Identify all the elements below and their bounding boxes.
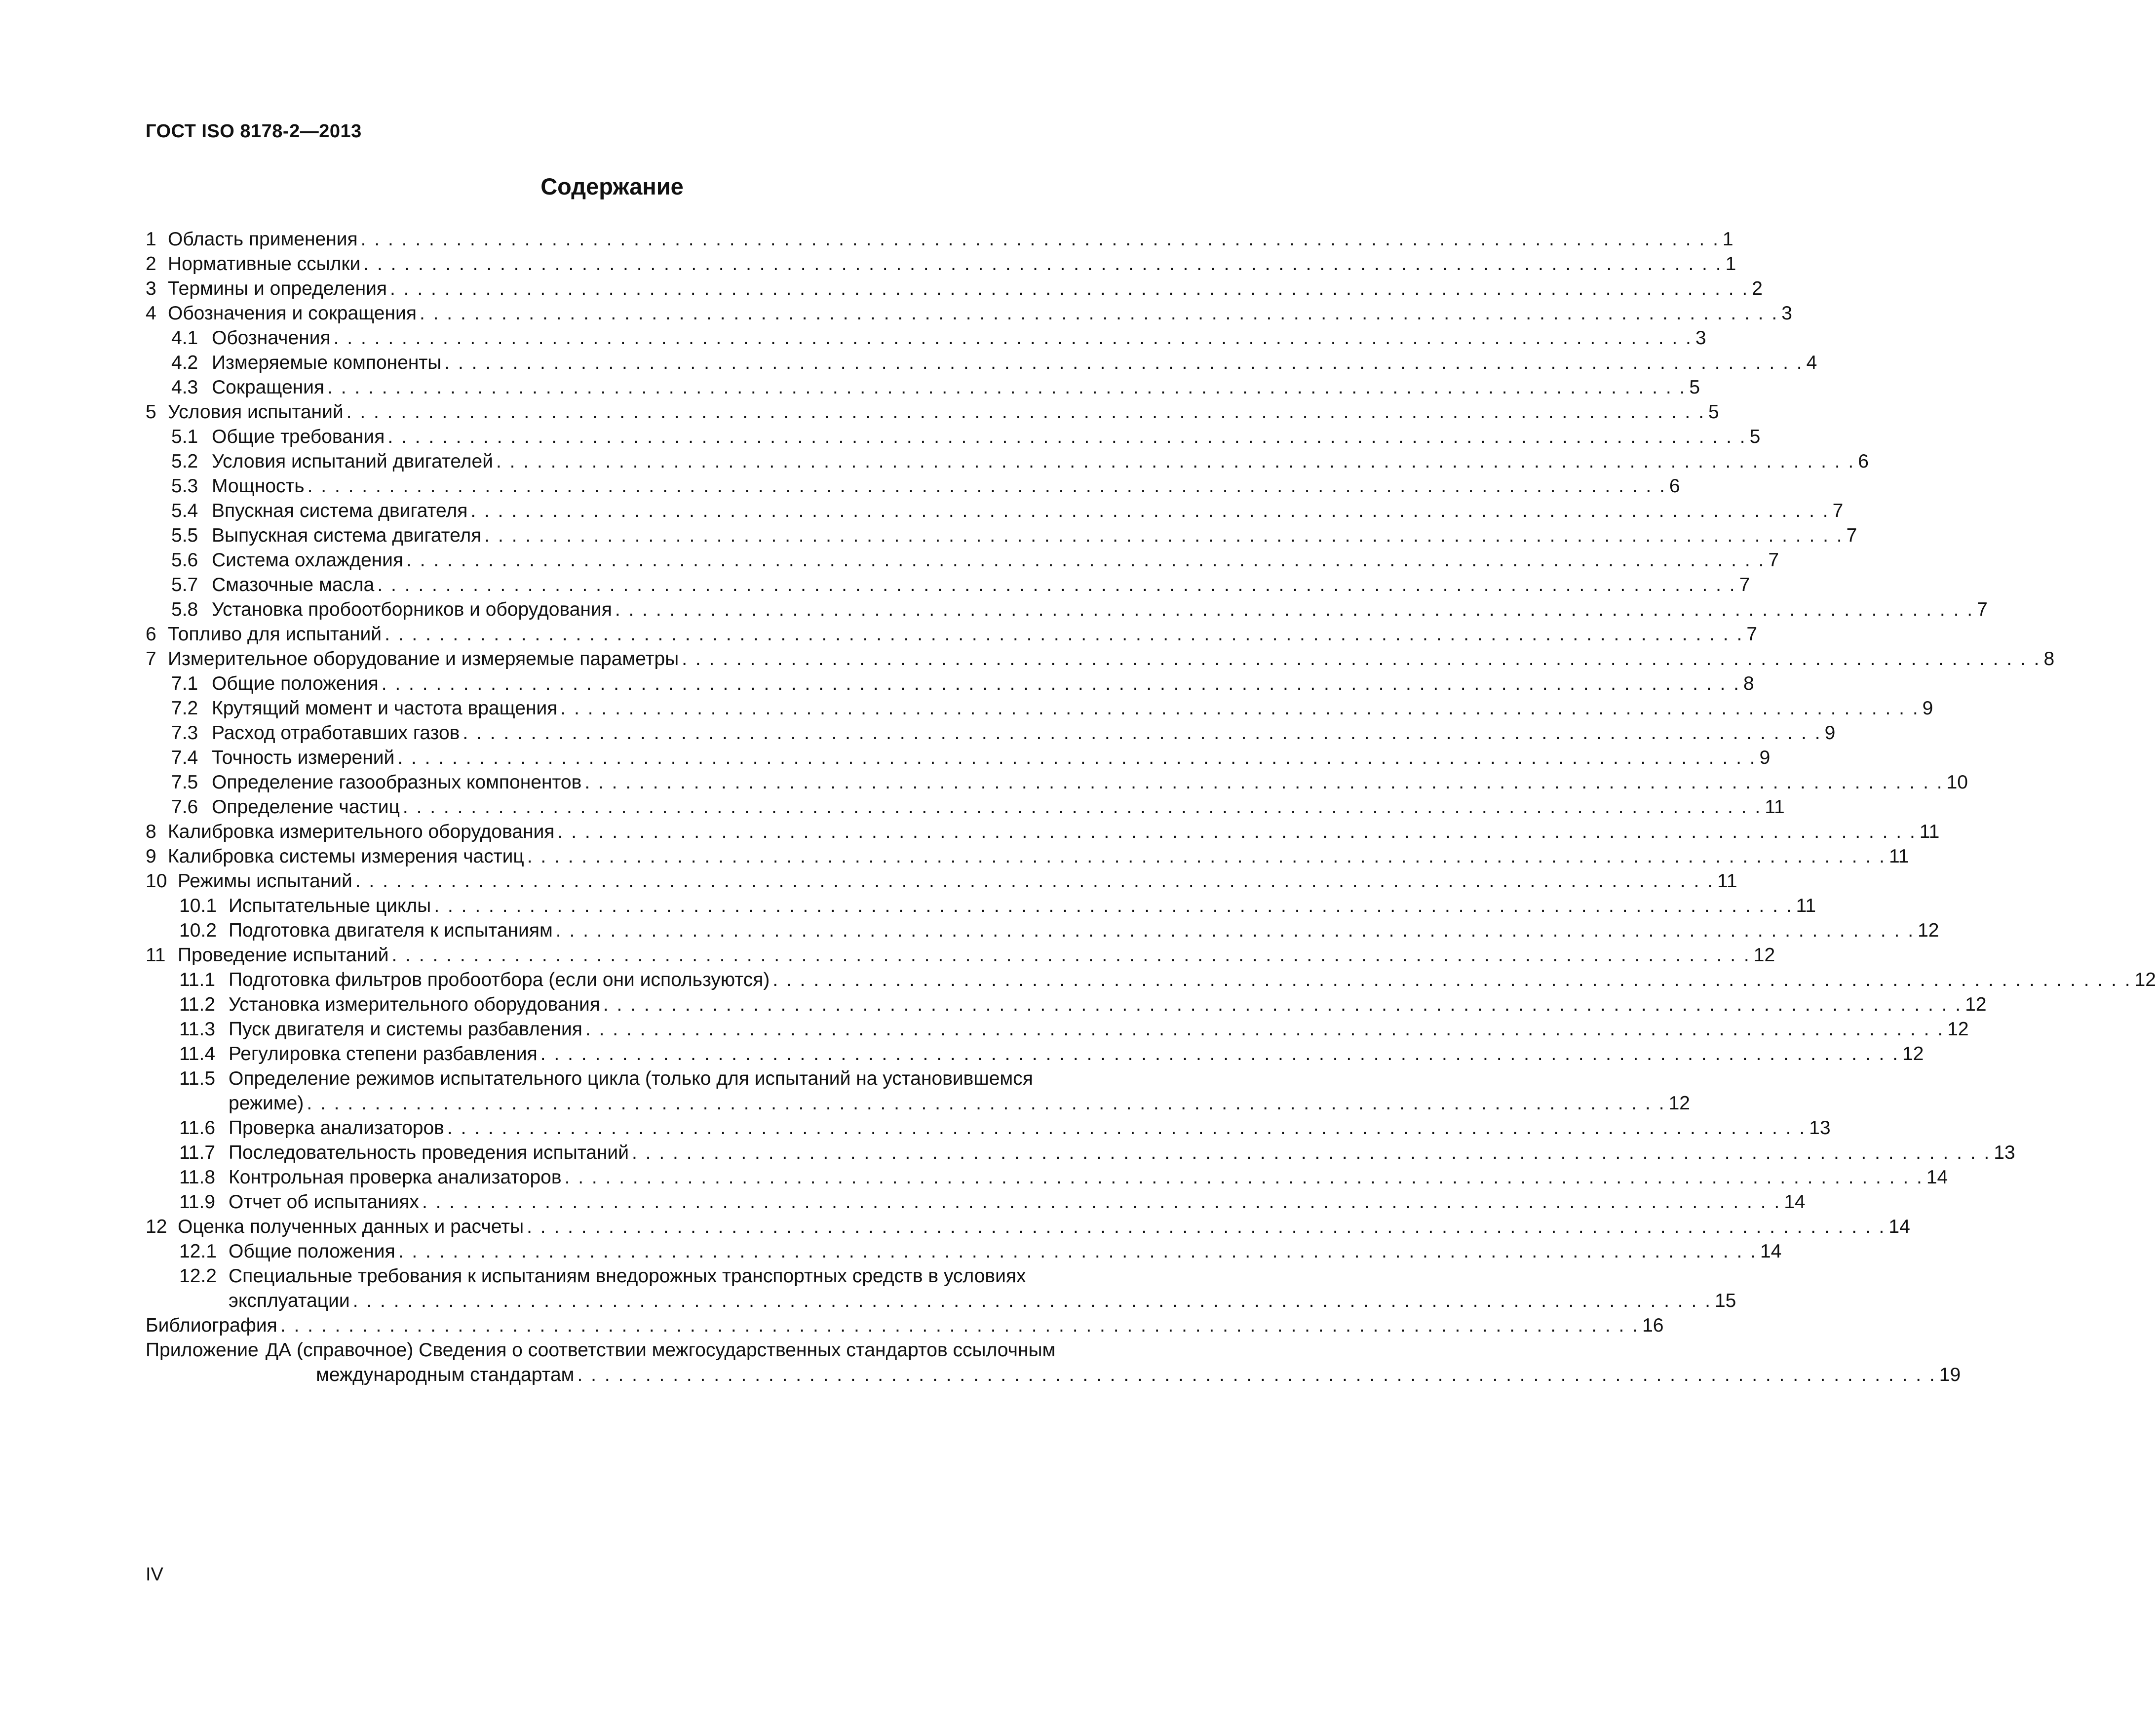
toc-entry[interactable] — [146, 820, 1940, 844]
toc-entry-title: Библиография — [146, 1315, 277, 1336]
toc-entry-page: 8 — [2043, 648, 2055, 669]
toc-entry-page: 12 — [1965, 994, 1987, 1015]
toc-entry-page: 12 — [1753, 945, 1775, 966]
toc-title: Содержание — [540, 173, 684, 199]
dot-leader — [527, 844, 1886, 869]
toc-entry-title: Общие положения — [212, 673, 379, 694]
toc-entry-page: 12 — [1902, 1043, 1924, 1064]
toc-entry-number: 1 — [146, 229, 156, 250]
dot-leader — [434, 894, 1793, 918]
toc-entry-title: Термины и определения — [168, 278, 387, 299]
toc-entry-appendix[interactable] — [146, 1338, 1133, 1363]
toc-entry-title: Выпускная система двигателя — [212, 525, 482, 546]
dot-leader — [470, 499, 1829, 523]
toc-entry-page: 14 — [1784, 1191, 1806, 1213]
dot-leader — [540, 1042, 1899, 1066]
toc-entry-number: 11.7 — [179, 1142, 216, 1163]
toc-entry-page: 5 — [1749, 426, 1761, 447]
toc-entry-page: 2 — [1752, 278, 1763, 299]
toc-entry-number: 5.6 — [171, 550, 198, 571]
toc-entry-page: 14 — [1760, 1241, 1782, 1262]
toc-subentry[interactable] — [146, 894, 1816, 918]
toc-entry-title: Условия испытаний двигателей — [212, 451, 494, 472]
toc-entry-number: 11.8 — [179, 1167, 216, 1188]
toc-entry-number: 4.3 — [171, 377, 198, 398]
dot-leader — [527, 1215, 1886, 1239]
toc-subentry[interactable] — [146, 1190, 1806, 1215]
toc-entry-page: 7 — [1739, 574, 1750, 595]
toc-entry-page: 13 — [1994, 1142, 2015, 1163]
dot-leader — [403, 795, 1762, 820]
toc-entry-title: Обозначения и сокращения — [168, 303, 417, 324]
dot-leader — [363, 252, 1722, 276]
toc-entry-page: 13 — [1809, 1117, 1831, 1139]
toc-entry[interactable] — [146, 622, 1758, 647]
dot-leader — [496, 449, 1855, 474]
toc-entry-title-continuation: международным стандартам — [316, 1364, 575, 1385]
toc-entry[interactable] — [146, 252, 1736, 276]
toc-entry-number: 7.1 — [171, 673, 198, 694]
toc-entry-number: 11.9 — [179, 1191, 216, 1213]
toc-entry-number: 2 — [146, 253, 156, 275]
toc-entry-title-continuation: эксплуатации — [229, 1290, 350, 1311]
dot-leader — [578, 1363, 1936, 1387]
toc-entry-title: Калибровка системы измерения частиц — [168, 846, 524, 867]
toc-entry-title: Точность измерений — [212, 747, 395, 768]
dot-leader — [682, 647, 2040, 671]
toc-entry-number: 5 — [146, 401, 156, 423]
toc-entry-page: 1 — [1722, 229, 1733, 250]
dot-leader — [385, 622, 1743, 647]
toc-entry-page: 12 — [1668, 1093, 1690, 1114]
toc-entry-title: Крутящий момент и частота вращения — [212, 698, 558, 719]
toc-subentry[interactable] — [146, 1165, 1948, 1190]
toc-entry-title: Определение газообразных компонентов — [212, 772, 582, 793]
toc-entry-number: 10 — [146, 870, 167, 892]
toc-entry-number: 7.3 — [171, 722, 198, 744]
toc-entry-number: 5.7 — [171, 574, 198, 595]
dot-leader — [585, 1017, 1944, 1042]
toc-entry-number: Приложение — [146, 1339, 259, 1361]
toc-entry-page: 14 — [1888, 1216, 1910, 1237]
toc-entry-number: 7.5 — [171, 772, 198, 793]
toc-entry-page: 9 — [1824, 722, 1836, 744]
toc-entry-number: 11.6 — [179, 1117, 216, 1139]
toc-entry-number: 12.2 — [179, 1265, 217, 1287]
toc-entry-title: Специальные требования к испытаниям внедорожных транспортных средств в условиях — [229, 1265, 1026, 1287]
toc-subentry[interactable] — [146, 597, 1988, 622]
toc-entry[interactable] — [146, 844, 1909, 869]
toc-entry-page: 11 — [1889, 846, 1909, 867]
toc-entry-title: Общие требования — [212, 426, 385, 447]
toc-entry-page: 5 — [1689, 377, 1700, 398]
toc-entry-number: 12 — [146, 1216, 167, 1237]
toc-subentry[interactable] — [146, 548, 1779, 573]
toc-entry-title: Регулировка степени разбавления — [229, 1043, 538, 1064]
toc-entry[interactable] — [146, 276, 1763, 301]
toc-entry-number: 5.4 — [171, 500, 198, 521]
dot-leader — [772, 968, 2131, 992]
toc-entry-page: 11 — [1796, 895, 1816, 916]
toc-subentry[interactable] — [146, 375, 1700, 400]
toc-entry-number: 5.3 — [171, 475, 198, 497]
dot-leader — [603, 992, 1962, 1017]
toc-entry-page: 12 — [2134, 969, 2156, 990]
toc-subentry[interactable] — [146, 795, 1785, 820]
toc-entry-title: Последовательность проведения испытаний — [229, 1142, 629, 1163]
toc-subentry[interactable] — [146, 770, 1968, 795]
toc-entry-title: Измерительное оборудование и измеряемые параметры — [168, 648, 679, 669]
toc-entry-number: 11.1 — [179, 969, 216, 990]
toc-subentry-continuation[interactable] — [146, 1091, 1690, 1116]
toc-entry-title: Определение частиц — [212, 796, 400, 818]
toc-entry-page: 3 — [1695, 327, 1706, 349]
toc-subentry[interactable] — [146, 1116, 1831, 1141]
page-number: IV — [146, 1564, 163, 1585]
toc-entry-number: 10.1 — [179, 895, 217, 916]
toc-entry-page: 9 — [1922, 698, 1933, 719]
toc-entry-number: 10.2 — [179, 920, 217, 941]
dot-leader — [584, 770, 1943, 795]
toc-entry-page: 11 — [1919, 821, 1940, 842]
toc-entry[interactable] — [146, 301, 1792, 326]
toc-entry-page: 11 — [1765, 796, 1785, 818]
toc-entry-number: 11.4 — [179, 1043, 216, 1064]
toc-entry-number: 7.6 — [171, 796, 198, 818]
dot-leader — [387, 425, 1746, 449]
toc-subentry[interactable] — [146, 1017, 1969, 1042]
toc-entry-number: 5.8 — [171, 599, 198, 620]
dot-leader — [560, 696, 1919, 721]
toc-entry-number: 5.2 — [171, 451, 198, 472]
toc-entry-page: 19 — [1939, 1364, 1961, 1385]
dot-leader — [420, 301, 1778, 326]
dot-leader — [632, 1141, 1991, 1165]
toc-entry-number: 11 — [146, 945, 166, 966]
toc-entry-number: 4.2 — [171, 352, 198, 373]
toc-entry-number: 7.2 — [171, 698, 198, 719]
toc-subentry[interactable] — [146, 918, 1939, 943]
dot-leader — [444, 351, 1803, 375]
toc-entry-page: 6 — [1858, 451, 1869, 472]
toc-entry-page: 8 — [1743, 673, 1754, 694]
toc-subentry[interactable] — [146, 746, 1771, 770]
toc-entry[interactable] — [146, 943, 1775, 968]
toc-subentry[interactable] — [146, 721, 1836, 746]
toc-subentry[interactable] — [146, 573, 1750, 597]
dot-leader — [615, 597, 1974, 622]
toc-entry-continuation[interactable] — [146, 1363, 1961, 1387]
toc-entry-number: 7 — [146, 648, 156, 669]
toc-entry-page: 3 — [1781, 303, 1792, 324]
toc-subentry[interactable] — [146, 671, 1754, 696]
dot-leader — [558, 820, 1917, 844]
toc-entry-number: 4 — [146, 303, 156, 324]
dot-leader — [397, 746, 1756, 770]
toc-entry-title: Установка пробоотборников и оборудования — [212, 599, 612, 620]
dot-leader — [353, 1289, 1712, 1313]
toc-entry-title: Контрольная проверка анализаторов — [229, 1167, 562, 1188]
toc-subentry[interactable] — [146, 1239, 1782, 1264]
dot-leader — [484, 523, 1843, 548]
toc-entry-title: Проведение испытаний — [178, 945, 389, 966]
toc-entry-page: 16 — [1642, 1315, 1664, 1336]
toc-entry-number: 7.4 — [171, 747, 198, 768]
toc-entry-page: 7 — [1832, 500, 1844, 521]
toc-entry[interactable] — [146, 647, 2055, 671]
dot-leader — [377, 573, 1736, 597]
toc-entry-title: Впускная система двигателя — [212, 500, 468, 521]
toc-entry-title: Мощность — [212, 475, 305, 497]
dot-leader — [346, 400, 1705, 425]
toc-entry-number: 6 — [146, 624, 156, 645]
toc-entry-page: 14 — [1926, 1167, 1948, 1188]
toc-subentry[interactable] — [146, 968, 2156, 992]
toc-entry-page: 10 — [1946, 772, 1968, 793]
toc-entry[interactable] — [146, 869, 1737, 894]
toc-entry[interactable] — [146, 400, 1719, 425]
toc-entry-bibliography[interactable] — [146, 1313, 1664, 1338]
toc-entry-page: 7 — [1746, 624, 1758, 645]
toc-entry-page: 6 — [1669, 475, 1680, 497]
toc-entry-title: Проверка анализаторов — [229, 1117, 444, 1139]
toc-entry-number: 11.5 — [179, 1068, 216, 1089]
toc-subentry[interactable] — [146, 351, 1817, 375]
toc-entry-title: ДА (справочное) Сведения о соответствии межгосударственных стандартов ссылочным — [265, 1339, 1056, 1361]
toc-entry-number: 3 — [146, 278, 156, 299]
toc-entry-title: Подготовка двигателя к испытаниям — [229, 920, 553, 941]
toc-entry-page: 7 — [1977, 599, 1988, 620]
toc-entry-number: 11.3 — [179, 1019, 216, 1040]
toc-entry-title: Подготовка фильтров пробоотбора (если они используются) — [229, 969, 770, 990]
dot-leader — [565, 1165, 1924, 1190]
toc-entry-number: 12.1 — [179, 1241, 217, 1262]
toc-entry-page: 7 — [1768, 550, 1779, 571]
toc-entry-title-continuation: режиме) — [229, 1093, 304, 1114]
toc-entry-title: Установка измерительного оборудования — [229, 994, 600, 1015]
dot-leader — [406, 548, 1765, 573]
toc-subentry[interactable] — [146, 326, 1706, 351]
toc-entry-title: Обозначения — [212, 327, 331, 349]
toc-entry-number: 5.5 — [171, 525, 198, 546]
dot-leader — [398, 1239, 1757, 1264]
toc-subentry[interactable] — [146, 1042, 1924, 1066]
toc-entry-title: Режимы испытаний — [178, 870, 352, 892]
toc-entry-number: 5.1 — [171, 426, 198, 447]
toc-entry-title: Оценка полученных данных и расчеты — [178, 1216, 524, 1237]
toc-entry[interactable] — [146, 1215, 1910, 1239]
toc-subentry[interactable] — [146, 1141, 2015, 1165]
dot-leader — [382, 671, 1740, 696]
toc-entry[interactable] — [146, 227, 1733, 252]
toc-subentry[interactable] — [146, 499, 1844, 523]
document-header: ГОСТ ISO 8178-2—2013 — [146, 121, 362, 142]
dot-leader — [280, 1313, 1639, 1338]
dot-leader — [361, 227, 1720, 252]
toc-subentry[interactable] — [146, 1264, 1133, 1289]
dot-leader — [556, 918, 1915, 943]
toc-entry-title: Условия испытаний — [168, 401, 344, 423]
dot-leader — [447, 1116, 1806, 1141]
toc-entry-page: 5 — [1708, 401, 1719, 423]
dot-leader — [462, 721, 1821, 746]
toc-entry-title: Общие положения — [229, 1241, 395, 1262]
toc-subentry[interactable] — [146, 474, 1680, 499]
toc-entry-title: Область применения — [168, 229, 358, 250]
toc-subentry[interactable] — [146, 1066, 1133, 1091]
toc-entry-title: Пуск двигателя и системы разбавления — [229, 1019, 582, 1040]
toc-entry-page: 4 — [1806, 352, 1817, 373]
toc-entry-title: Определение режимов испытательного цикла (только для испытаний на установившемся — [229, 1068, 1033, 1089]
toc-subentry[interactable] — [146, 992, 1987, 1017]
toc-subentry[interactable] — [146, 425, 1761, 449]
toc-entry-title: Система охлаждения — [212, 550, 404, 571]
toc-entry-page: 7 — [1846, 525, 1857, 546]
toc-subentry[interactable] — [146, 449, 1869, 474]
dot-leader — [355, 869, 1714, 894]
toc-subentry-continuation[interactable] — [146, 1289, 1736, 1313]
toc-entry-page: 11 — [1717, 870, 1737, 892]
toc-entry-title: Сокращения — [212, 377, 325, 398]
toc-entry-number: 11.2 — [179, 994, 216, 1015]
toc-entry-page: 15 — [1714, 1290, 1736, 1311]
toc-entry-title: Топливо для испытаний — [168, 624, 382, 645]
toc-entry-number: 8 — [146, 821, 156, 842]
toc-entry-page: 9 — [1759, 747, 1771, 768]
toc-entry-page: 12 — [1947, 1019, 1969, 1040]
toc-entry-title: Измеряемые компоненты — [212, 352, 442, 373]
dot-leader — [391, 943, 1750, 968]
toc-entry-title: Калибровка измерительного оборудования — [168, 821, 555, 842]
toc-subentry[interactable] — [146, 696, 1933, 721]
dot-leader — [327, 375, 1686, 400]
dot-leader — [422, 1190, 1781, 1215]
toc-entry-title: Нормативные ссылки — [168, 253, 361, 275]
toc-entry-title: Расход отработавших газов — [212, 722, 460, 744]
dot-leader — [308, 474, 1666, 499]
toc-entry-title: Отчет об испытаниях — [229, 1191, 419, 1213]
toc-entry-title: Испытательные циклы — [229, 895, 431, 916]
dot-leader — [390, 276, 1749, 301]
toc-subentry[interactable] — [146, 523, 1857, 548]
dot-leader — [334, 326, 1693, 351]
toc-entry-title: Смазочные масла — [212, 574, 375, 595]
table-of-contents — [146, 227, 2156, 1387]
toc-entry-number: 9 — [146, 846, 156, 867]
toc-entry-page: 12 — [1918, 920, 1939, 941]
toc-entry-number: 4.1 — [171, 327, 198, 349]
dot-leader — [307, 1091, 1665, 1116]
toc-entry-page: 1 — [1725, 253, 1736, 275]
